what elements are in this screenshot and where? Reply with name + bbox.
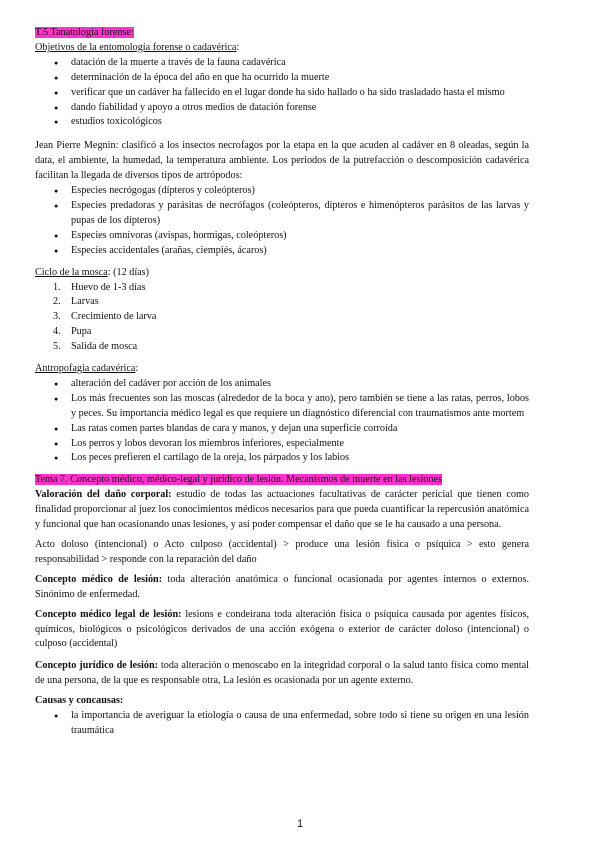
concepto-medico-legal-paragraph: Concepto médico legal de lesión: lesions e condeirana toda alteración física o psíquica causada por agentes físicos, químicos, biológicos o psicológicos derivados de una acción exógena o exterior de carácter doloso (intencional) o culposo (accidental) xyxy=(35,608,529,650)
objectives-heading: Objetivos de la entomología forense o cadavérica: xyxy=(35,41,240,53)
objectives-list xyxy=(35,56,529,131)
list-item: ● dando fiabilidad y apoyo a otros medios de datación forense xyxy=(35,101,529,116)
list-item: ● determinación de la época del año en que ha ocurrido la muerte xyxy=(35,71,529,86)
list-item: 2. Larvas xyxy=(53,296,99,308)
list-item: ● alteración del cadáver por acción de los animales xyxy=(35,377,529,392)
acto-paragraph: Acto doloso (intencional) o Acto culposo (accidental) > produce una lesión física o psíquica > esto genera responsabilidad > responde con la reparación del daño xyxy=(35,539,529,565)
antropofagia-list xyxy=(35,377,529,466)
list-item: ● Especies accidentales (arañas, ciempiés, ácaros) xyxy=(35,244,529,259)
list-item: 5. Salida de mosca xyxy=(53,341,138,353)
list-item: 3. Crecimiento de larva xyxy=(53,311,157,323)
list-item: ● Especies necrógogas (dípteros y coleópteros) xyxy=(35,184,529,199)
list-item: 4. Pupa xyxy=(53,326,92,338)
causas-list xyxy=(35,709,529,739)
megnin-paragraph: Jean Pierre Megnin: clasificó a los insectos necrofagos por la etapa en la que acuden al cadáver en 8 oleadas, según la data, el ambiente, la humedad, la temperatura ambiente. Los periodos de la putrefacción o descomposición cadavérica facilitan la llegada de diversos tipos de artrópodos: xyxy=(35,140,529,182)
document-page xyxy=(35,26,529,739)
list-item: ● Los peces prefieren el cartílago de la oreja, los párpados y los labios xyxy=(35,451,529,466)
list-item: 1. Huevo de 1-3 días xyxy=(53,281,146,293)
list-item: ● estudios toxicológicos xyxy=(35,115,529,130)
section-title-tema7: Tema 7. Concepto médico, médico-legal y jurídico de lesión. Mecanismos de muerte en las lesiones xyxy=(35,474,442,486)
list-item: ● Los más frecuentes son las moscas (alrededor de la boca y ano), pero también se tiene a las ratas, perros, lobos y peces. Su importancia médico legal es que requiere un diagnóstico diferencial con traumatismos ante mortem xyxy=(35,392,529,422)
list-item: ● Los perros y lobos devoran los miembros inferiores, especialmente xyxy=(35,437,529,452)
causas-heading: Causas y concausas: xyxy=(35,695,124,707)
valoracion-paragraph: Valoración del daño corporal: estudio de todas las actuaciones facultativas de carácter pericial que tienen como finalidad proporcionar al juez los conocimientos médicos necesarios para que pueda cuantificar la repercusión anatómica y funcional que han ocasionando unas lesiones, y así poder compensar el daño que se le ha causado a una persona. xyxy=(35,489,529,531)
concepto-medico-paragraph: Concepto médico de lesión: toda alteración anatómica o funcional ocasionada por agentes internos o externos. Sinónimo de enfermedad. xyxy=(35,573,530,600)
list-item: ● Las ratas comen partes blandas de cara y manos, y dejan una superficie corroída xyxy=(35,422,529,437)
concepto-juridico-paragraph: Concepto jurídico de lesión: toda alteración o menoscabo en la integridad corporal o la salud tanto física como mental de una persona, de la que es responsable otra, La lesión es ocasionada por un agente externo. xyxy=(35,660,529,687)
list-item: ● verificar que un cadáver ha fallecido en el lugar donde ha sido hallado o ha sido trasladado hasta el mismo xyxy=(35,86,529,101)
section-title-tanatologia: T.5 Tanatología forense: xyxy=(35,27,134,38)
antropofagia-heading: Antropofagia cadavérica: xyxy=(35,363,139,375)
list-item: ● Especies predadoras y parásitas de necrófagos (coleópteros, dípteros e himenópteros parásitos de las larvas y pupas de los dípteros) xyxy=(35,199,529,229)
list-item: ● datación de la muerte a través de la fauna cadavérica xyxy=(35,56,529,71)
list-item: ● la importancia de averiguar la etiología o causa de una enfermedad, sobre todo si tiene su origen en una lesión traumática xyxy=(35,709,529,739)
page-number: 1 xyxy=(296,818,304,830)
species-list xyxy=(35,184,529,259)
list-item: ● Especies omnívoras (avispas, hormigas, coleópteros) xyxy=(35,229,529,244)
fly-cycle-heading: Ciclo de la mosca: (12 días) xyxy=(35,266,150,278)
fly-cycle-list xyxy=(35,281,529,356)
